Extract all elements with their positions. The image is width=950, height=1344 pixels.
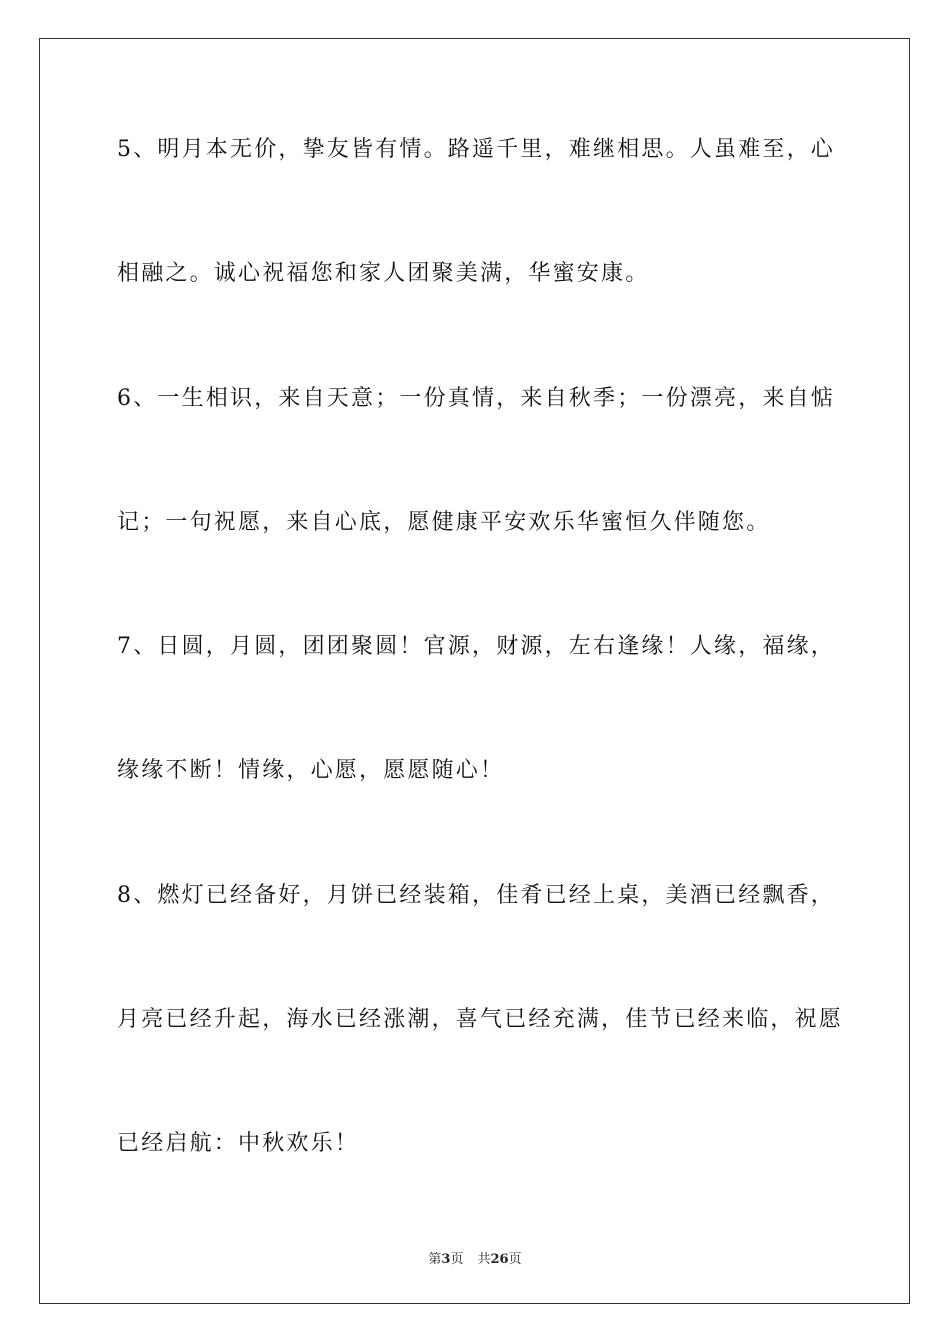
paragraph-7-line-2: 缘缘不断！情缘，心愿，愿愿随心！: [117, 758, 505, 784]
paragraph-7-line-1: 7、日圆，月圆，团团聚圆！官源，财源，左右逢缘！人缘，福缘，: [117, 634, 835, 660]
paragraph-6-line-2: 记；一句祝愿，来自心底，愿健康平安欢乐华蜜恒久伴随您。: [117, 509, 771, 535]
page-footer: [0, 1248, 950, 1267]
paragraph-8-line-2: 月亮已经升起，海水已经涨潮，喜气已经充满，佳节已经来临，祝愿: [117, 1007, 844, 1033]
document-body: [117, 126, 844, 1245]
total-prefix: 共: [477, 1252, 491, 1267]
page-number: 3: [441, 1252, 451, 1267]
paragraph-8-line-3: 已经启航：中秋欢乐！: [117, 1131, 360, 1157]
page-suffix: 页: [450, 1252, 464, 1267]
total-suffix: 页: [508, 1252, 522, 1267]
paragraph-5-line-2: 相融之。诚心祝福您和家人团聚美满，华蜜安康。: [117, 261, 650, 287]
total-pages: 26: [490, 1252, 509, 1267]
paragraph-6-line-1: 6、一生相识，来自天意；一份真情，来自秋季；一份漂亮，来自惦: [117, 385, 835, 411]
paragraph-5-line-1: 5、明月本无价，挚友皆有情。路遥千里，难继相思。人虽难至，心: [117, 137, 835, 162]
paragraph-8-line-1: 8、燃灯已经备好，月饼已经装箱，佳肴已经上桌，美酒已经飘香，: [117, 882, 835, 908]
page-prefix: 第: [428, 1252, 442, 1267]
